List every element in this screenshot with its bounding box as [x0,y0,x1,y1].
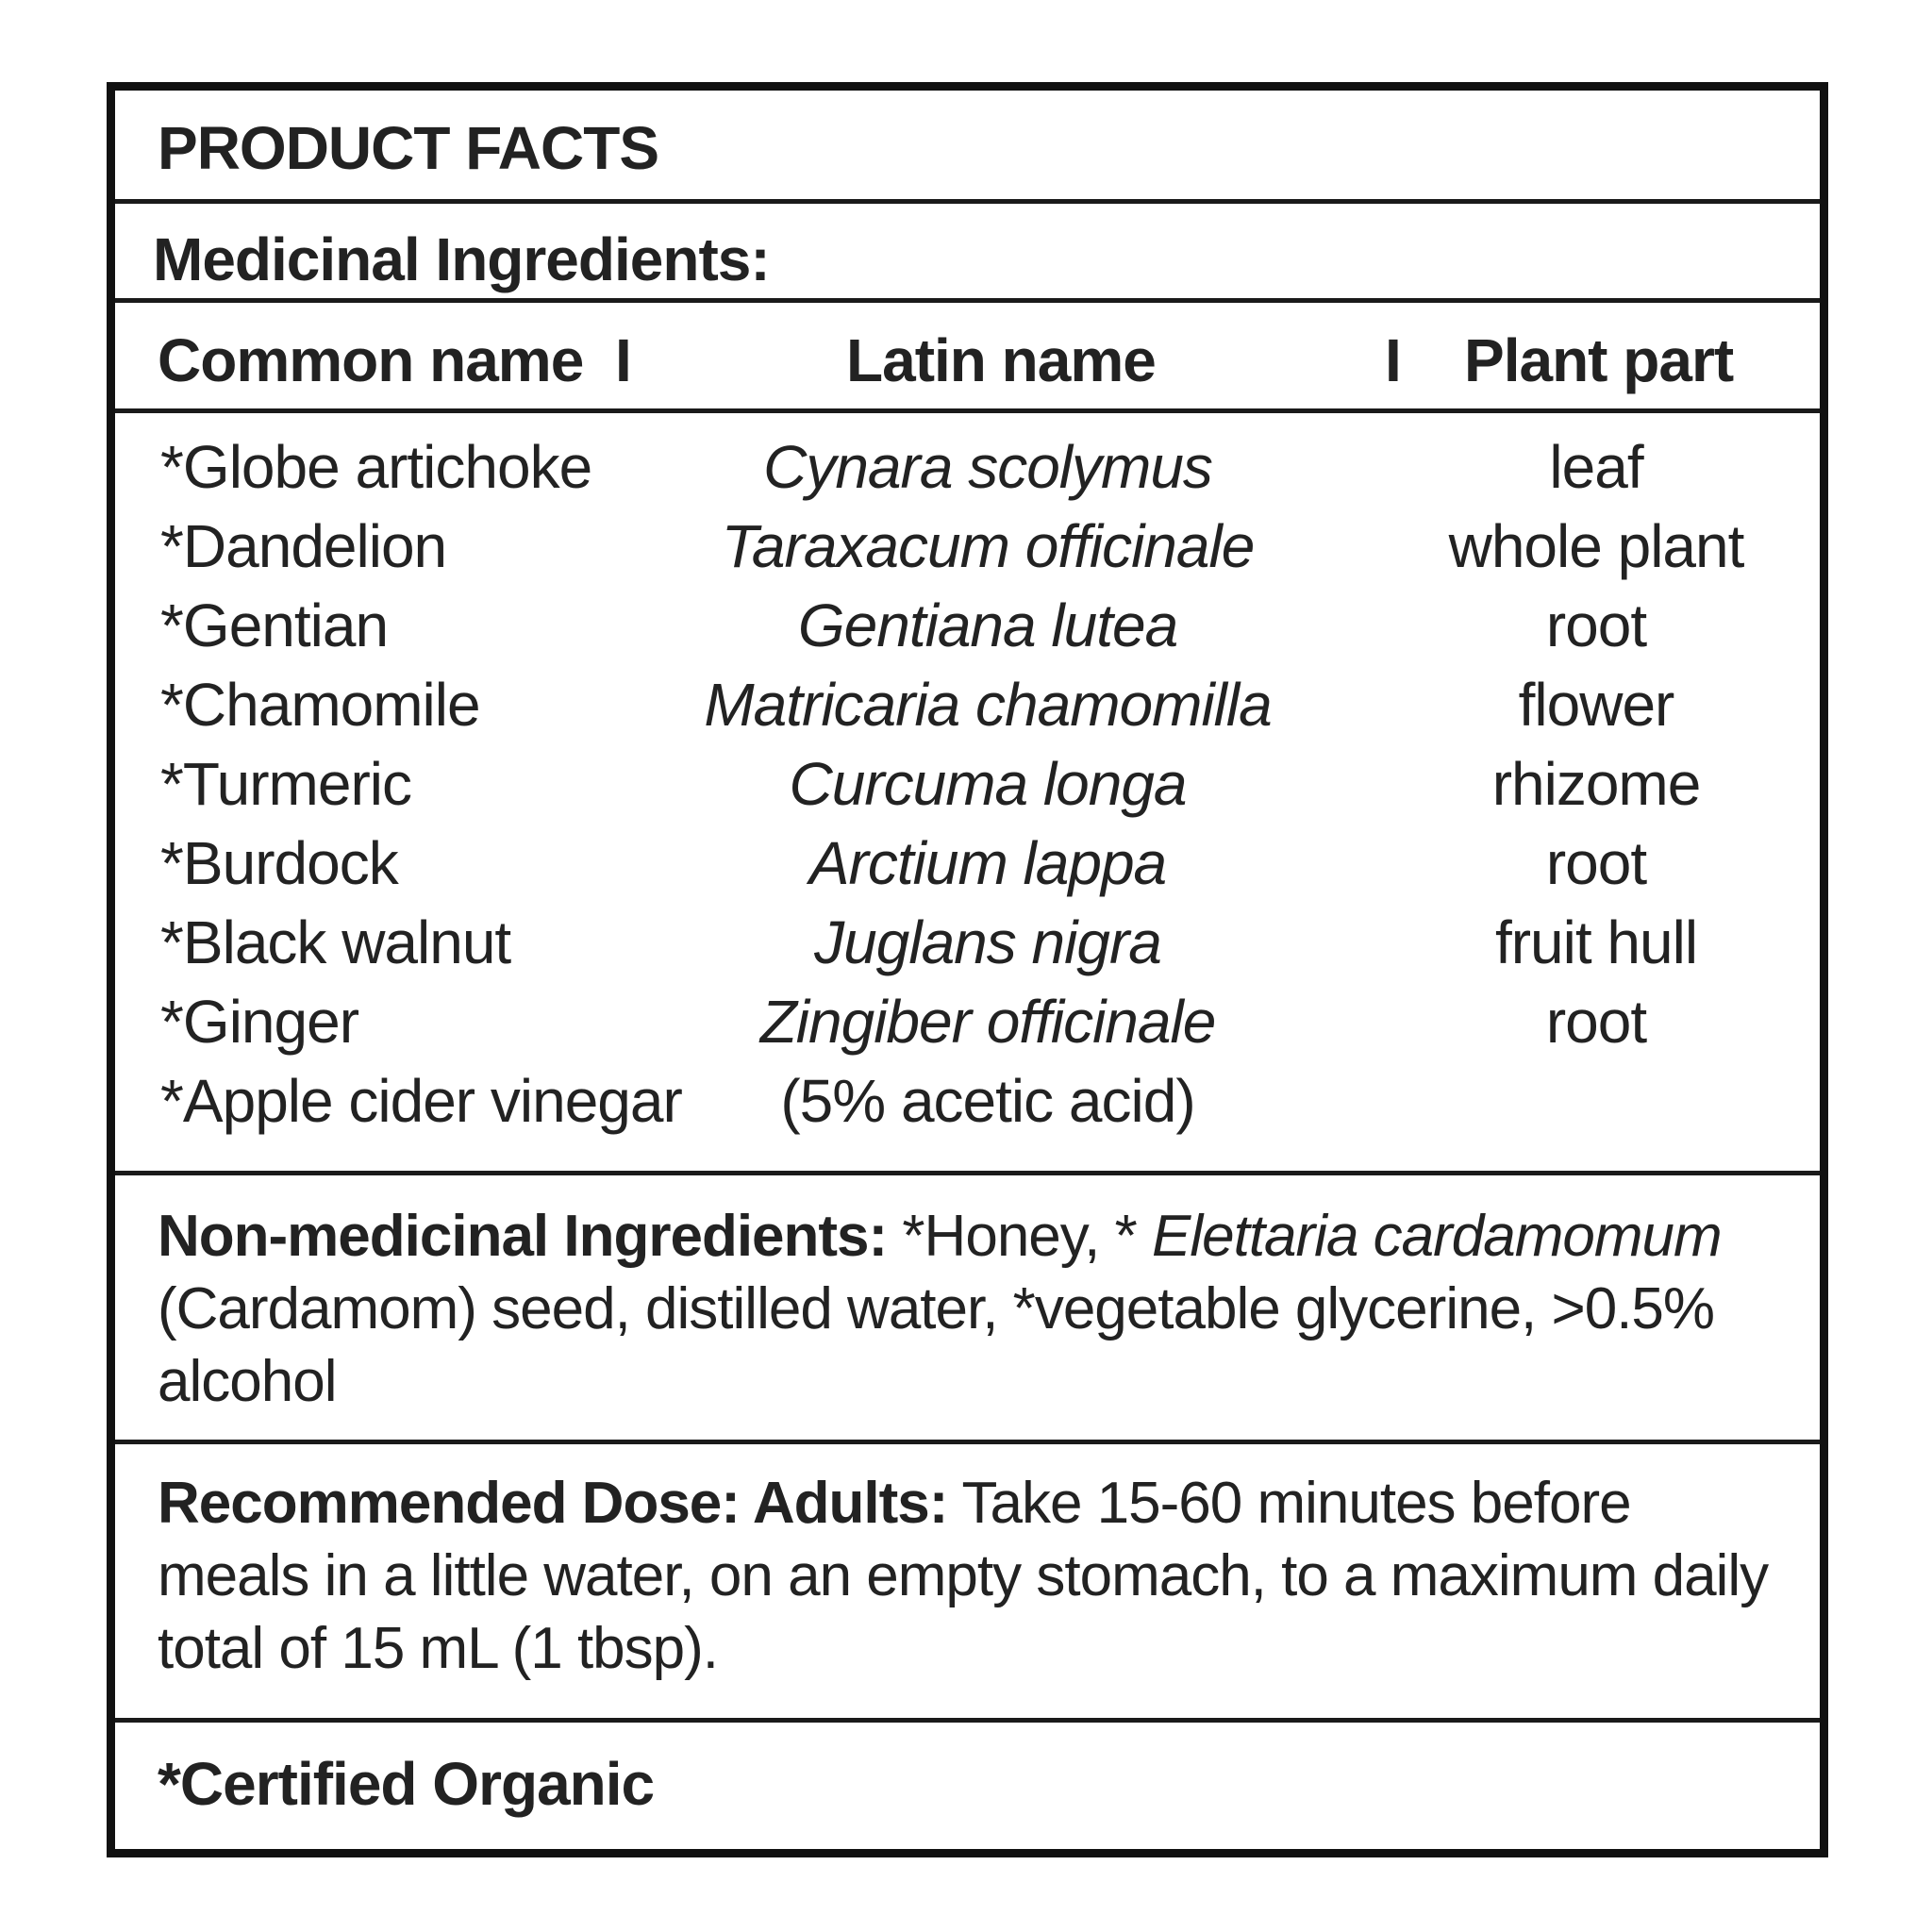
recommended-dose-row [115,1444,1820,1723]
column-header-part: Plant part [1464,326,1734,394]
non-medicinal-cardamom-latin: Elettaria cardamomum [1151,1204,1722,1269]
footnote-row [115,1723,1820,1849]
ingredient-common-name: *Gentian [160,591,389,659]
non-medicinal-cardamom-star: * [1114,1204,1152,1269]
medicinal-heading: Medicinal Ingredients: [153,225,770,293]
non-medicinal-label: Non-medicinal Ingredients: [158,1204,888,1269]
ingredient-latin-name: Arctium lappa [808,829,1167,897]
ingredient-latin-name: Curcuma longa [789,750,1187,818]
ingredient-plant-part: root [1545,591,1647,659]
ingredient-row [115,591,1820,670]
non-medicinal-text [158,1200,1782,1418]
ingredient-row [115,511,1820,591]
ingredient-plant-part: root [1545,829,1647,897]
ingredient-common-name: *Black walnut [160,908,511,976]
certified-organic-footnote: *Certified Organic [158,1750,655,1818]
ingredient-plant-part: leaf [1549,433,1643,501]
ingredient-plant-part: flower [1518,671,1674,739]
non-medicinal-row [115,1175,1820,1444]
column-separator: I [615,326,632,394]
title-row [115,91,1820,204]
ingredient-row [115,432,1820,511]
column-header-latin: Latin name [846,326,1156,394]
ingredient-latin-name: Matricaria chamomilla [704,671,1272,739]
ingredient-common-name: *Globe artichoke [160,433,592,501]
ingredient-latin-name: Juglans nigra [814,908,1161,976]
ingredient-latin-name: Cynara scolymus [763,433,1212,501]
column-header-common: Common name [158,326,584,394]
product-facts-panel [107,82,1828,1857]
ingredient-plant-part: fruit hull [1494,908,1698,976]
column-header-row [115,303,1820,413]
non-medicinal-honey: *Honey, [887,1204,1115,1269]
ingredient-common-name: *Apple cider vinegar [160,1067,682,1135]
medicinal-heading-row [115,204,1820,303]
ingredient-common-name: *Ginger [160,988,358,1056]
ingredient-plant-part: root [1545,988,1647,1056]
ingredient-row [115,670,1820,749]
ingredient-common-name: *Chamomile [160,671,480,739]
non-medicinal-rest: (Cardamom) seed, distilled water, *vegetable glycerine, >0.5% alcohol [158,1276,1715,1414]
recommended-dose-label: Recommended Dose: Adults: [158,1471,948,1536]
ingredient-row [115,828,1820,908]
ingredient-common-name: *Burdock [160,829,398,897]
ingredient-row [115,749,1820,828]
ingredient-plant-part: whole plant [1448,512,1744,580]
ingredient-row [115,908,1820,987]
ingredient-latin-name: Taraxacum officinale [721,512,1255,580]
page-title: PRODUCT FACTS [158,114,658,182]
ingredient-latin-name: Zingiber officinale [759,988,1216,1056]
ingredient-common-name: *Turmeric [160,750,411,818]
ingredient-latin-name: Gentiana lutea [797,591,1178,659]
ingredient-row [115,987,1820,1066]
ingredient-row [115,1066,1820,1145]
recommended-dose-text [158,1467,1782,1685]
ingredient-plant-part: rhizome [1491,750,1701,818]
ingredient-common-name: *Dandelion [160,512,447,580]
recommended-dose-instructions: Take 15-60 minutes before meals in a little water, on an empty stomach, to a maximum daily total of 15 mL (1 tbsp). [158,1471,1769,1681]
ingredient-latin-name: (5% acetic acid) [780,1067,1195,1135]
column-separator: I [1385,326,1402,394]
ingredient-list [115,413,1820,1175]
